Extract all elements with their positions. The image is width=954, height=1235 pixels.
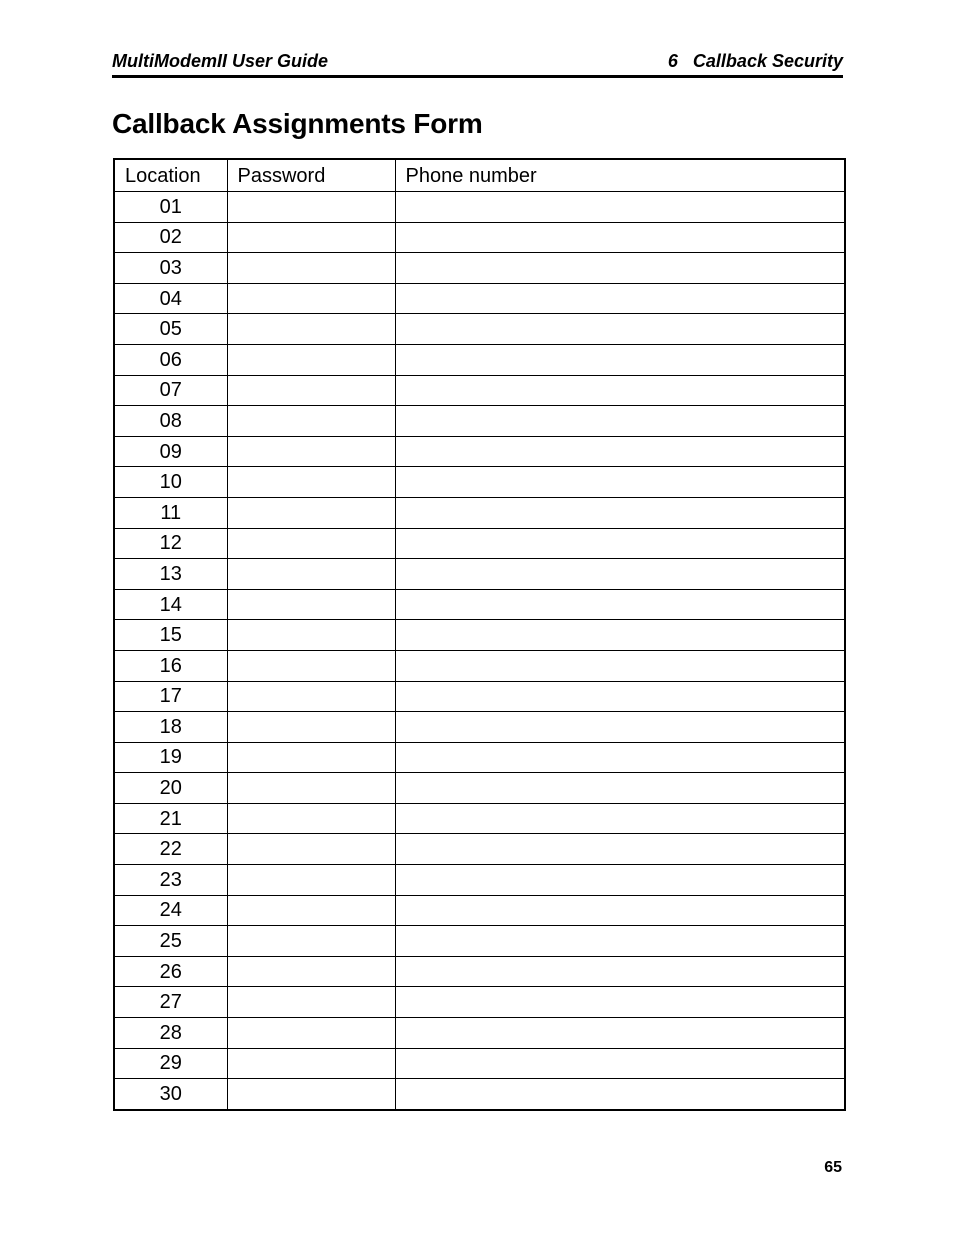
phone-number-cell[interactable]	[395, 436, 845, 467]
password-cell[interactable]	[227, 589, 395, 620]
location-cell: 30	[114, 1079, 227, 1110]
location-cell: 04	[114, 283, 227, 314]
location-cell: 17	[114, 681, 227, 712]
location-cell: 16	[114, 650, 227, 681]
phone-number-cell[interactable]	[395, 283, 845, 314]
location-cell: 26	[114, 956, 227, 987]
phone-number-cell[interactable]	[395, 834, 845, 865]
password-cell[interactable]	[227, 314, 395, 345]
location-cell: 18	[114, 712, 227, 743]
location-cell: 14	[114, 589, 227, 620]
phone-number-cell[interactable]	[395, 742, 845, 773]
phone-number-cell[interactable]	[395, 589, 845, 620]
table-row	[114, 1079, 845, 1110]
location-cell: 20	[114, 773, 227, 804]
password-cell[interactable]	[227, 834, 395, 865]
table-row	[114, 497, 845, 528]
password-cell[interactable]	[227, 712, 395, 743]
table-row	[114, 314, 845, 345]
location-cell: 13	[114, 559, 227, 590]
table-row	[114, 559, 845, 590]
password-cell[interactable]	[227, 650, 395, 681]
table-row	[114, 926, 845, 957]
chapter-title: 6 Callback Security	[667, 51, 843, 71]
column-header-phone-number: Phone number	[395, 159, 845, 192]
phone-number-cell[interactable]	[395, 620, 845, 651]
password-cell[interactable]	[227, 956, 395, 987]
password-cell[interactable]	[227, 620, 395, 651]
table-row	[114, 192, 845, 223]
table-row	[114, 467, 845, 498]
password-cell[interactable]	[227, 987, 395, 1018]
password-cell[interactable]	[227, 283, 395, 314]
table-row	[114, 589, 845, 620]
location-cell: 25	[114, 926, 227, 957]
password-cell[interactable]	[227, 773, 395, 804]
phone-number-cell[interactable]	[395, 1079, 845, 1110]
table-row	[114, 253, 845, 284]
phone-number-cell[interactable]	[395, 222, 845, 253]
phone-number-cell[interactable]	[395, 681, 845, 712]
password-cell[interactable]	[227, 375, 395, 406]
password-cell[interactable]	[227, 681, 395, 712]
password-cell[interactable]	[227, 1048, 395, 1079]
page-title: Callback Assignments Form	[112, 108, 483, 139]
location-cell: 09	[114, 436, 227, 467]
page-number: 65	[824, 1159, 842, 1176]
password-cell[interactable]	[227, 406, 395, 437]
phone-number-cell[interactable]	[395, 192, 845, 223]
table-row	[114, 681, 845, 712]
password-cell[interactable]	[227, 344, 395, 375]
phone-number-cell[interactable]	[395, 344, 845, 375]
table-row	[114, 1018, 845, 1049]
password-cell[interactable]	[227, 436, 395, 467]
password-cell[interactable]	[227, 1079, 395, 1110]
table-row	[114, 620, 845, 651]
table-row	[114, 650, 845, 681]
phone-number-cell[interactable]	[395, 253, 845, 284]
password-cell[interactable]	[227, 742, 395, 773]
location-cell: 15	[114, 620, 227, 651]
phone-number-cell[interactable]	[395, 314, 845, 345]
location-cell: 03	[114, 253, 227, 284]
password-cell[interactable]	[227, 895, 395, 926]
location-cell: 22	[114, 834, 227, 865]
password-cell[interactable]	[227, 803, 395, 834]
table-row	[114, 742, 845, 773]
table-row	[114, 283, 845, 314]
location-cell: 11	[114, 497, 227, 528]
phone-number-cell[interactable]	[395, 712, 845, 743]
table-row	[114, 773, 845, 804]
password-cell[interactable]	[227, 253, 395, 284]
table-row	[114, 222, 845, 253]
location-cell: 08	[114, 406, 227, 437]
phone-number-cell[interactable]	[395, 1048, 845, 1079]
table-row	[114, 436, 845, 467]
phone-number-cell[interactable]	[395, 497, 845, 528]
phone-number-cell[interactable]	[395, 803, 845, 834]
password-cell[interactable]	[227, 497, 395, 528]
phone-number-cell[interactable]	[395, 865, 845, 896]
table-row	[114, 803, 845, 834]
table-header-row	[114, 159, 845, 192]
table-row	[114, 712, 845, 743]
phone-number-cell[interactable]	[395, 650, 845, 681]
location-cell: 29	[114, 1048, 227, 1079]
password-cell[interactable]	[227, 222, 395, 253]
location-cell: 24	[114, 895, 227, 926]
phone-number-cell[interactable]	[395, 406, 845, 437]
table-row	[114, 528, 845, 559]
location-cell: 01	[114, 192, 227, 223]
table-row	[114, 344, 845, 375]
phone-number-cell[interactable]	[395, 467, 845, 498]
location-cell: 28	[114, 1018, 227, 1049]
phone-number-cell[interactable]	[395, 1018, 845, 1049]
table-body	[114, 192, 845, 1110]
location-cell: 10	[114, 467, 227, 498]
table-row	[114, 956, 845, 987]
password-cell[interactable]	[227, 559, 395, 590]
phone-number-cell[interactable]	[395, 895, 845, 926]
location-cell: 12	[114, 528, 227, 559]
table-row	[114, 895, 845, 926]
password-cell[interactable]	[227, 192, 395, 223]
phone-number-cell[interactable]	[395, 559, 845, 590]
location-cell: 06	[114, 344, 227, 375]
location-cell: 07	[114, 375, 227, 406]
guide-title: MultiModemII User Guide	[112, 51, 329, 71]
table-row	[114, 375, 845, 406]
phone-number-cell[interactable]	[395, 926, 845, 957]
phone-number-cell[interactable]	[395, 375, 845, 406]
location-cell: 19	[114, 742, 227, 773]
table-row	[114, 987, 845, 1018]
password-cell[interactable]	[227, 1018, 395, 1049]
password-cell[interactable]	[227, 926, 395, 957]
running-header	[112, 49, 843, 78]
location-cell: 05	[114, 314, 227, 345]
password-cell[interactable]	[227, 528, 395, 559]
column-header-password: Password	[227, 159, 395, 192]
password-cell[interactable]	[227, 467, 395, 498]
table-row	[114, 1048, 845, 1079]
location-cell: 27	[114, 987, 227, 1018]
location-cell: 02	[114, 222, 227, 253]
table-row	[114, 865, 845, 896]
callback-assignments-table	[113, 158, 846, 1111]
phone-number-cell[interactable]	[395, 987, 845, 1018]
column-header-location: Location	[114, 159, 227, 192]
phone-number-cell[interactable]	[395, 528, 845, 559]
phone-number-cell[interactable]	[395, 773, 845, 804]
location-cell: 23	[114, 865, 227, 896]
table-row	[114, 406, 845, 437]
location-cell: 21	[114, 803, 227, 834]
password-cell[interactable]	[227, 865, 395, 896]
phone-number-cell[interactable]	[395, 956, 845, 987]
table-row	[114, 834, 845, 865]
